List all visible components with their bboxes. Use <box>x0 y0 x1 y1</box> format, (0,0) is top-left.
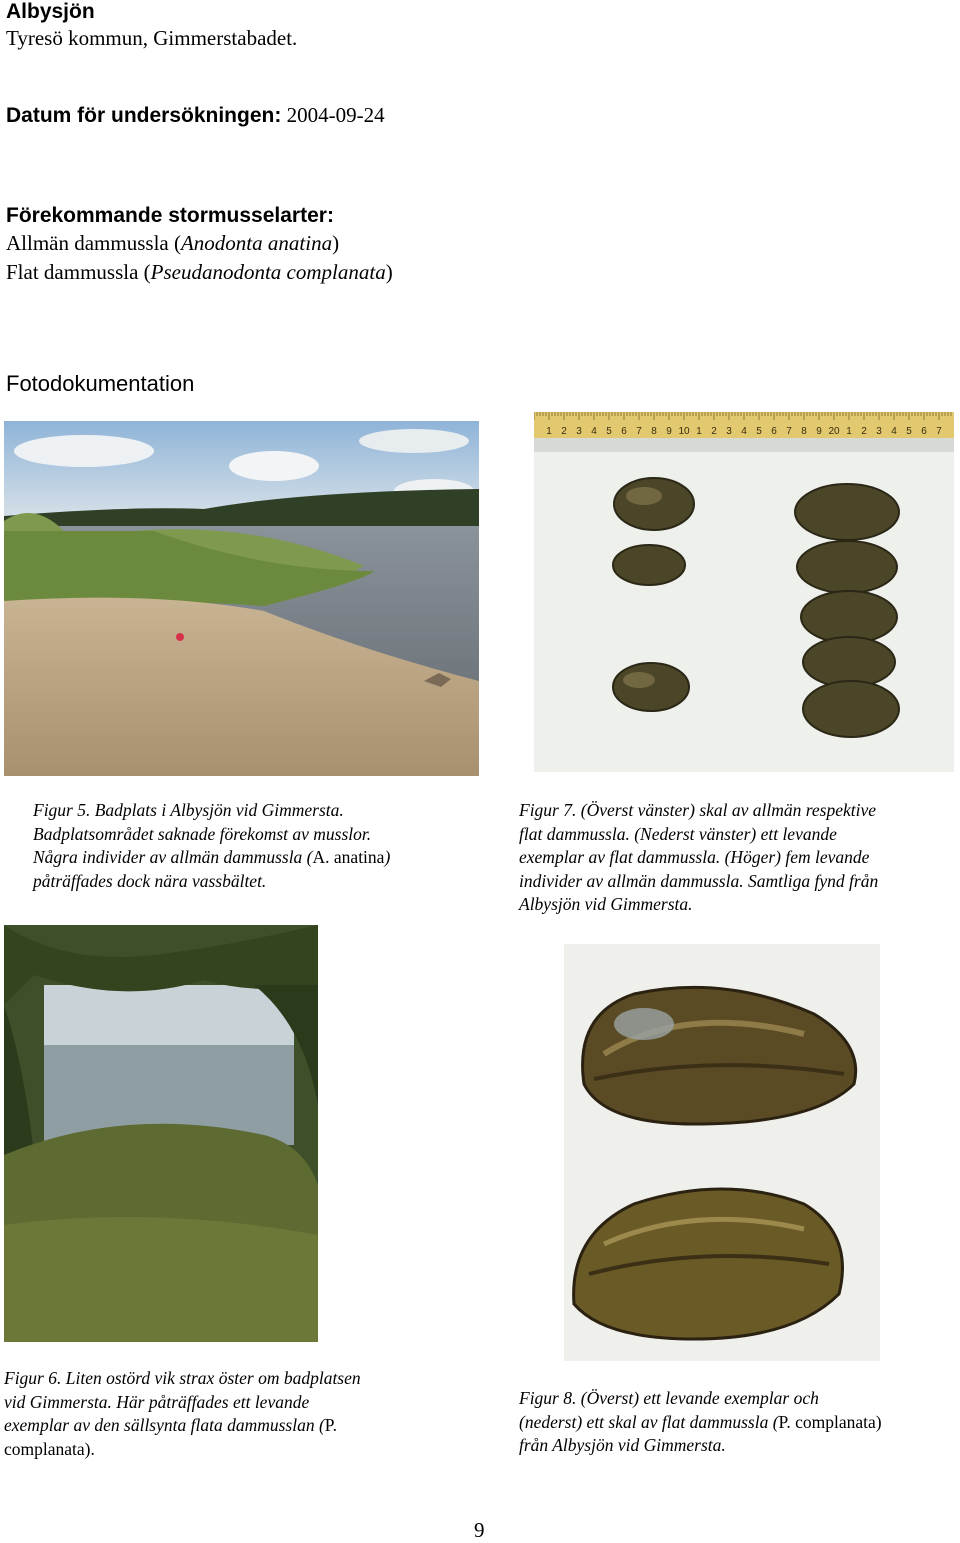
section-title: Fotodokumentation <box>6 371 195 396</box>
survey-date-line <box>6 101 385 130</box>
ruler-number: 1 <box>846 426 852 437</box>
ruler-number: 2 <box>861 426 867 437</box>
ruler-number: 2 <box>561 426 567 437</box>
survey-date-label: Datum för undersökningen: <box>6 104 282 127</box>
paren-close: ) <box>332 231 340 255</box>
ruler-number: 8 <box>801 426 807 437</box>
ruler-number: 3 <box>876 426 882 437</box>
ruler-number: 2 <box>711 426 717 437</box>
municipality-location: Tyresö kommun, Gimmerstabadet. <box>6 26 298 50</box>
caption-line: Badplatsområdet saknade förekomst av musslor. <box>33 823 372 844</box>
ruler-number: 5 <box>906 426 912 437</box>
figure-7-photo <box>534 412 954 772</box>
ruler-number: 5 <box>606 426 612 437</box>
caption-species: P. complanata <box>778 1411 876 1432</box>
ruler-number: 9 <box>816 426 822 437</box>
survey-date-value: 2004-09-24 <box>286 103 385 127</box>
caption-line: flat dammussla. (Nederst vänster) ett levande <box>519 823 837 844</box>
ruler-number: 1 <box>546 426 552 437</box>
figure-8-caption <box>519 1387 882 1458</box>
caption-line <box>519 1411 882 1435</box>
caption-line: vid Gimmersta. Här påträffades ett levande <box>4 1391 310 1412</box>
figure-5-photo <box>4 421 479 776</box>
caption-text: ). <box>84 1438 95 1459</box>
ruler-number: 5 <box>756 426 762 437</box>
ruler-number: 4 <box>741 426 747 437</box>
ruler-number: 6 <box>621 426 627 437</box>
figure-8-photo <box>564 944 880 1361</box>
caption-line: påträffades dock nära vassbältet. <box>33 870 267 891</box>
species-common-name: Allmän dammussla ( <box>6 231 181 255</box>
figure-6-photo <box>4 925 318 1342</box>
ruler-number: 9 <box>666 426 672 437</box>
figure-6-caption <box>4 1367 361 1461</box>
figure-5-caption <box>33 799 390 893</box>
ruler-number: 1 <box>696 426 702 437</box>
ruler-number: 8 <box>651 426 657 437</box>
ruler-number: 6 <box>771 426 777 437</box>
page-number: 9 <box>474 1518 485 1542</box>
caption-species: A. anatina <box>312 847 385 867</box>
caption-text: exemplar av den sällsynta flata dammusslan ( <box>4 1415 325 1435</box>
species-common-name: Flat dammussla ( <box>6 260 151 284</box>
ruler-number: 7 <box>936 426 942 437</box>
paren-close: ) <box>385 260 393 284</box>
caption-line: Figur 7. (Överst vänster) skal av allmän respektive <box>519 800 877 820</box>
caption-text: ) <box>875 1411 882 1432</box>
ruler-number: 20 <box>828 426 840 437</box>
ruler-number: 3 <box>726 426 732 437</box>
caption-line: exemplar av flat dammussla. (Höger) fem levande <box>519 847 870 867</box>
caption-line: Figur 5. Badplats i Albysjön vid Gimmersta. <box>33 800 344 820</box>
ruler-number: 10 <box>678 426 690 437</box>
ruler-number: 3 <box>576 426 582 437</box>
caption-text: ) <box>384 847 391 867</box>
species-item-2 <box>6 258 393 287</box>
species-latin-name: Pseudanodonta complanata <box>150 260 386 284</box>
ruler-number: 7 <box>786 426 792 437</box>
species-latin-name: Anodonta anatina <box>180 231 333 255</box>
caption-line: från Albysjön vid Gimmersta. <box>519 1435 726 1455</box>
ruler-number: 7 <box>636 426 642 437</box>
ruler-number: 4 <box>591 426 597 437</box>
caption-line: Figur 8. (Överst) ett levande exemplar och <box>519 1388 819 1408</box>
species-item-1 <box>6 229 339 258</box>
caption-species: P. <box>324 1415 337 1435</box>
caption-line: Figur 6. Liten ostörd vik strax öster om badplatsen <box>4 1368 361 1388</box>
caption-text: (nederst) ett skal av flat dammussla ( <box>519 1411 779 1432</box>
caption-line: individer av allmän dammussla. Samtliga fynd från <box>519 870 879 891</box>
lake-name: Albysjön <box>6 0 95 23</box>
ruler-number: 6 <box>921 426 927 437</box>
figure-7-caption <box>519 799 878 917</box>
caption-line <box>4 1414 361 1438</box>
caption-line: Albysjön vid Gimmersta. <box>519 894 693 914</box>
ruler-number: 4 <box>891 426 897 437</box>
species-heading: Förekommande stormusselarter: <box>6 204 334 227</box>
caption-line <box>4 1438 361 1462</box>
caption-text: Några individer av allmän dammussla ( <box>33 847 313 867</box>
caption-line <box>33 846 390 870</box>
caption-species: complanata <box>4 1438 85 1459</box>
